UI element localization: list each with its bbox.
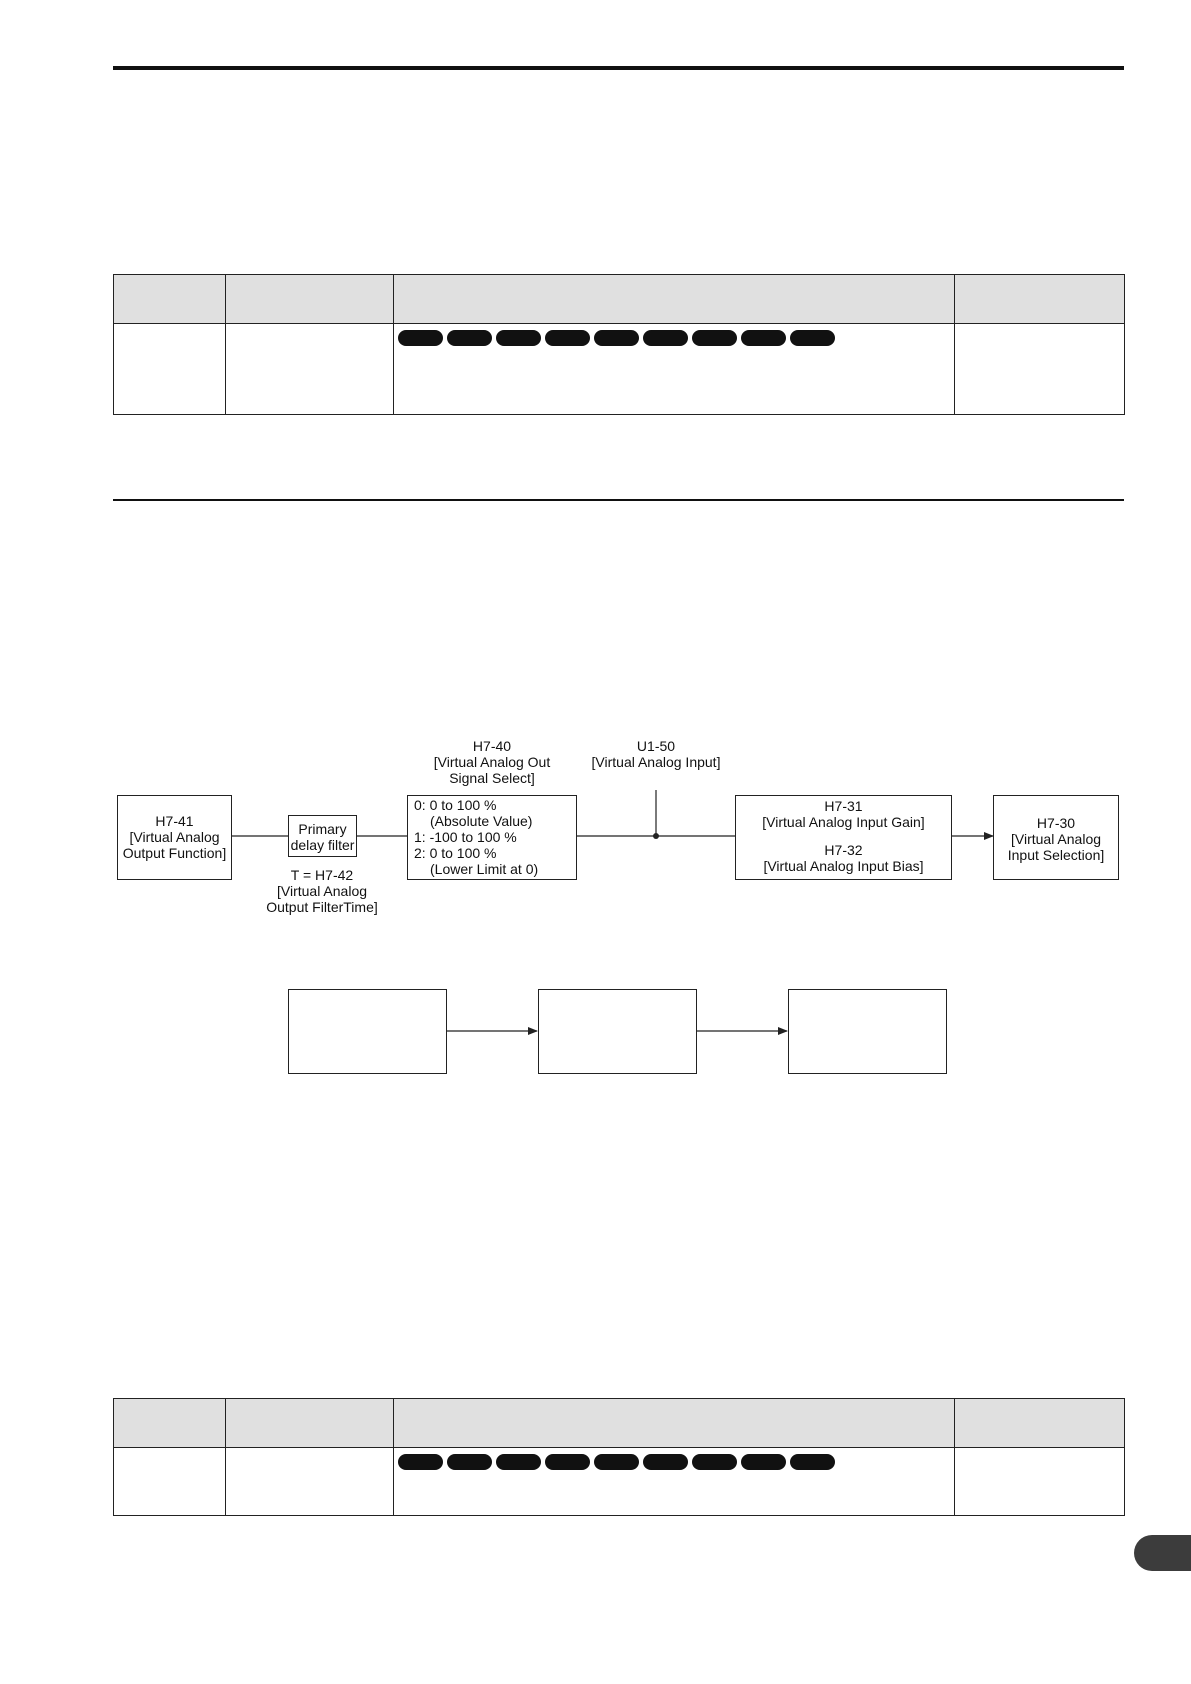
- cell-name: [226, 324, 394, 415]
- filter-time-line1: T = H7-42: [290, 867, 354, 883]
- h7-40-name-line2: Signal Select]: [449, 770, 535, 786]
- control-mode-badge: [643, 330, 688, 346]
- h7-31-32-gain-bias-box: [735, 795, 952, 880]
- h7-41-name-line1: [Virtual Analog: [129, 829, 220, 845]
- filter-time-line2: [Virtual Analog: [276, 883, 368, 899]
- header-cell-name: [226, 275, 394, 324]
- option-2: 2: 0 to 100 %: [414, 845, 497, 861]
- primary-delay-filter-box: [288, 815, 357, 857]
- control-mode-badge: [496, 330, 541, 346]
- control-mode-badge: [790, 330, 835, 346]
- h7-40-name-line1: [Virtual Analog Out: [433, 754, 551, 770]
- flow-box-1: [288, 989, 447, 1074]
- h7-31-code: H7-31: [824, 798, 863, 814]
- option-0-note: (Absolute Value): [430, 813, 533, 829]
- header-cell-description: [394, 1399, 955, 1448]
- control-mode-badges: [394, 324, 954, 346]
- table-header-row: [114, 1399, 1125, 1448]
- option-1: 1: -100 to 100 %: [414, 829, 517, 845]
- flow-box-3: [788, 989, 947, 1074]
- chapter-tab: [1134, 1535, 1191, 1571]
- control-mode-badge: [692, 1454, 737, 1470]
- control-mode-badge: [447, 1454, 492, 1470]
- filter-time-label: [252, 867, 392, 915]
- h7-30-input-selection-box: [993, 795, 1119, 880]
- control-mode-badge: [545, 330, 590, 346]
- control-mode-badges: [394, 1448, 954, 1470]
- control-mode-badge: [741, 1454, 786, 1470]
- h7-40-label: [412, 738, 572, 786]
- cell-description: [394, 324, 955, 415]
- flow-box-2: [538, 989, 697, 1074]
- h7-32-code: H7-32: [824, 842, 863, 858]
- control-mode-badge: [496, 1454, 541, 1470]
- cell-description: [394, 1448, 955, 1516]
- filter-line2: delay filter: [290, 837, 355, 853]
- control-mode-badge: [692, 330, 737, 346]
- table-row: [114, 324, 1125, 415]
- h7-32-name: [Virtual Analog Input Bias]: [763, 858, 924, 874]
- h7-40-signal-select-box: [407, 795, 577, 880]
- h7-40-code: H7-40: [472, 738, 512, 754]
- h7-30-name-line2: Input Selection]: [1007, 847, 1105, 863]
- control-mode-badge: [594, 330, 639, 346]
- parameter-table-2: [113, 1398, 1125, 1516]
- option-0: 0: 0 to 100 %: [414, 797, 497, 813]
- header-cell-no: [114, 275, 226, 324]
- control-mode-badge: [594, 1454, 639, 1470]
- header-cell-default: [955, 275, 1125, 324]
- table-row: [114, 1448, 1125, 1516]
- filter-time-line3: Output FilterTime]: [266, 899, 378, 915]
- header-cell-default: [955, 1399, 1125, 1448]
- control-mode-badge: [790, 1454, 835, 1470]
- control-mode-badge: [447, 330, 492, 346]
- control-mode-badge: [398, 330, 443, 346]
- h7-30-code: H7-30: [1036, 815, 1076, 831]
- top-rule: [113, 66, 1124, 70]
- u1-50-code: U1-50: [636, 738, 676, 754]
- cell-no: [114, 1448, 226, 1516]
- table-header-row: [114, 275, 1125, 324]
- control-mode-badge: [398, 1454, 443, 1470]
- cell-name: [226, 1448, 394, 1516]
- h7-41-output-function-box: [117, 795, 232, 880]
- u1-50-label: [576, 738, 736, 770]
- control-mode-badge: [643, 1454, 688, 1470]
- u1-50-name: [Virtual Analog Input]: [591, 754, 721, 770]
- header-cell-description: [394, 275, 955, 324]
- junction-dot: [653, 833, 659, 839]
- h7-31-name: [Virtual Analog Input Gain]: [762, 814, 925, 830]
- control-mode-badge: [545, 1454, 590, 1470]
- header-cell-no: [114, 1399, 226, 1448]
- h7-41-name-line2: Output Function]: [122, 845, 227, 861]
- filter-line1: Primary: [298, 821, 347, 837]
- header-cell-name: [226, 1399, 394, 1448]
- control-mode-badge: [741, 330, 786, 346]
- cell-default: [955, 1448, 1125, 1516]
- option-2-note: (Lower Limit at 0): [430, 861, 539, 877]
- h7-41-code: H7-41: [155, 813, 194, 829]
- cell-default: [955, 324, 1125, 415]
- cell-no: [114, 324, 226, 415]
- section-rule: [113, 499, 1124, 501]
- h7-30-name-line1: [Virtual Analog: [1010, 831, 1102, 847]
- parameter-table-1: [113, 274, 1125, 415]
- spacer: [736, 830, 951, 842]
